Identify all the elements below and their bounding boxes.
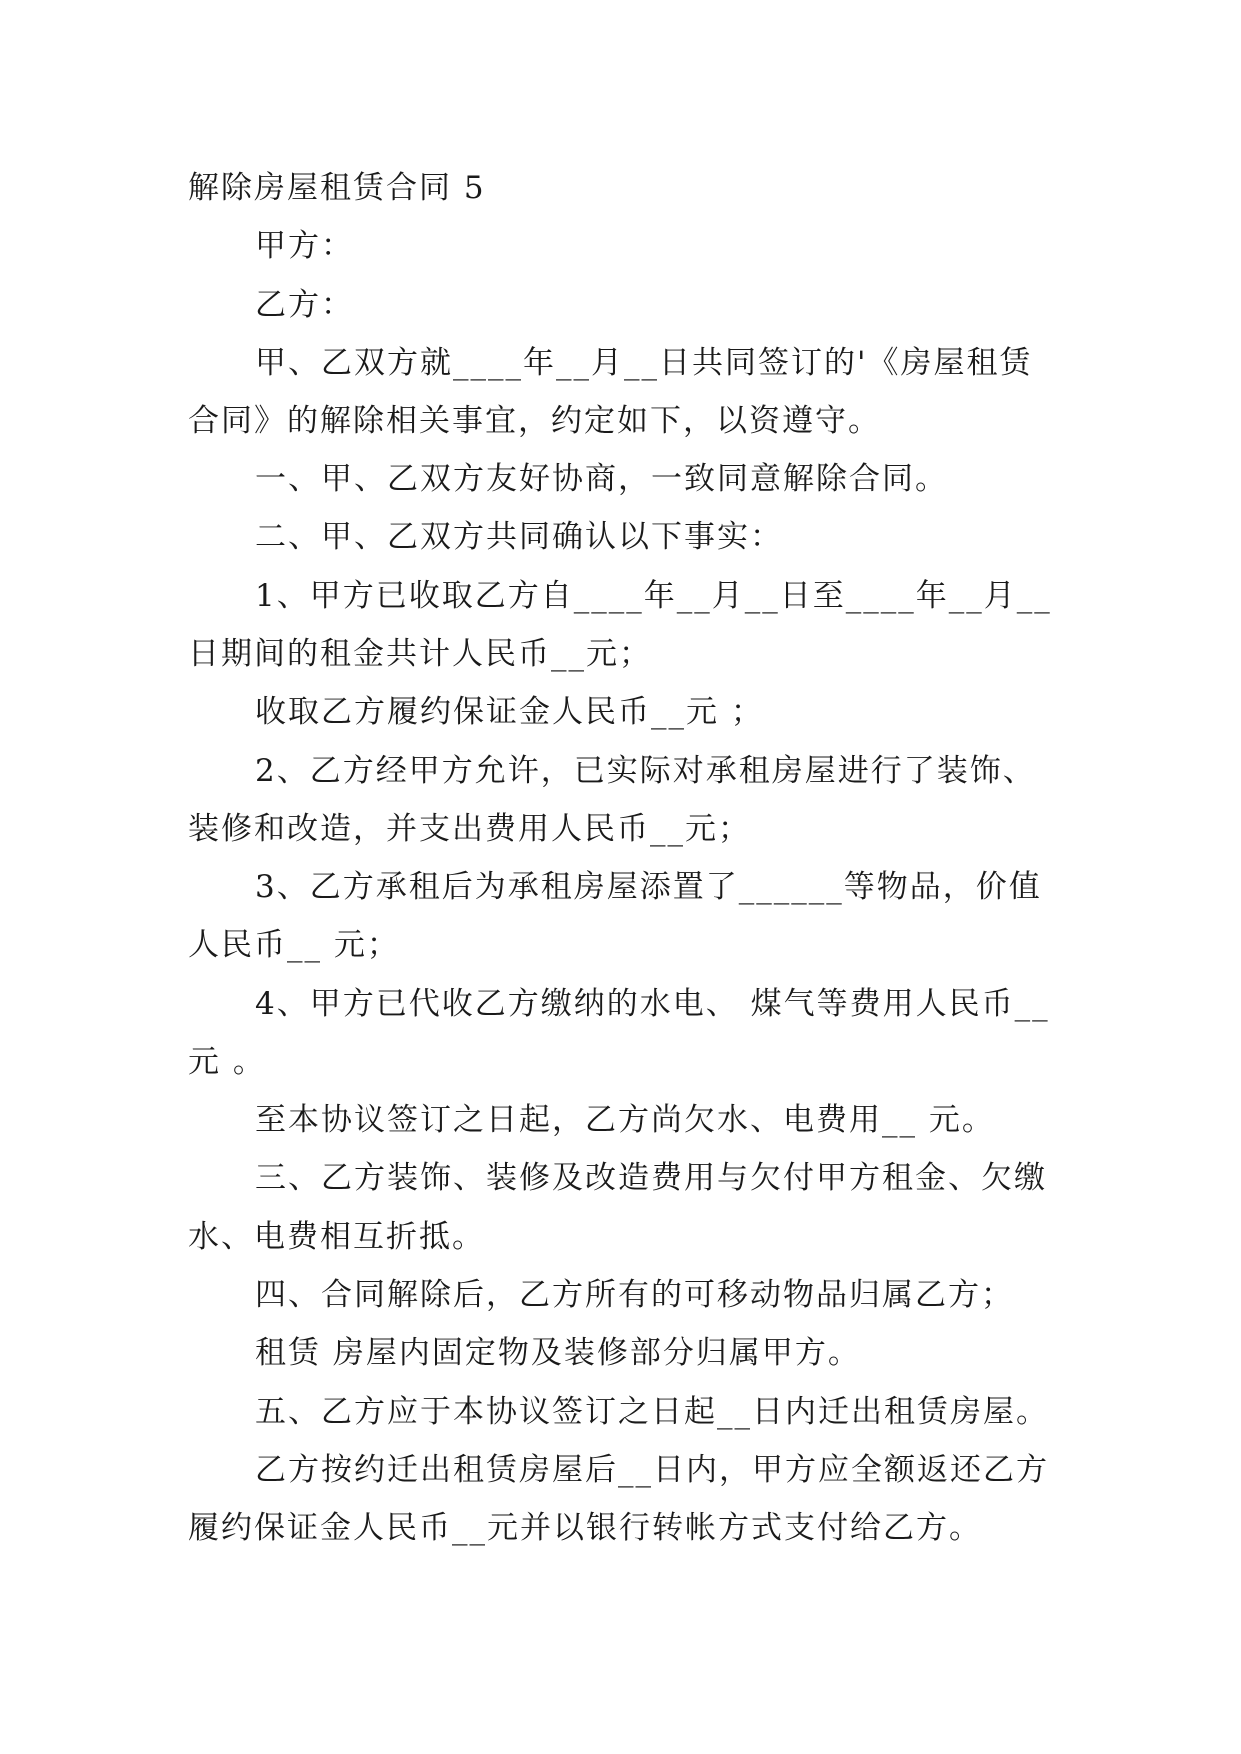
fact-4-line-3: 至本协议签订之日起，乙方尚欠水、电费用__ 元。 [255,1102,995,1138]
clause-4-line-2: 租赁 房屋内固定物及装修部分归属甲方。 [255,1335,861,1371]
document-title: 解除房屋租赁合同 5 [188,170,486,206]
party-a-label: 甲方： [255,228,354,264]
clause-4-line-1: 四、合同解除后，乙方所有的可移动物品归属乙方； [255,1277,1014,1313]
clause-5-line-2: 乙方按约迁出租赁房屋后__日内，甲方应全额返还乙方 [255,1452,1049,1488]
fact-1-line-2: 日期间的租金共计人民币__元； [188,636,652,672]
party-b-label: 乙方： [255,287,354,323]
clause-2: 二、甲、乙双方共同确认以下事实： [255,519,783,555]
clause-3-line-2: 水、电费相互折抵。 [188,1219,485,1255]
fact-3-line-1: 3、乙方承租后为承租房屋添置了______等物品，价值 [255,869,1042,905]
fact-2-line-2: 装修和改造，并支出费用人民币__元； [188,811,751,847]
intro-line-1: 甲、乙双方就____年__月__日共同签订的'《房屋租赁 [255,345,1033,381]
fact-4-line-1: 4、甲方已代收乙方缴纳的水电、 煤气等费用人民币__ [255,986,1050,1022]
fact-2-line-1: 2、乙方经甲方允许，已实际对承租房屋进行了装饰、 [255,753,1036,789]
fact-4-line-2: 元 。 [188,1044,266,1080]
intro-line-2: 合同》的解除相关事宜，约定如下，以资遵守。 [188,403,881,439]
fact-1-line-3: 收取乙方履约保证金人民币__元 ； [255,694,764,730]
clause-5-line-1: 五、乙方应于本协议签订之日起__日内迁出租赁房屋。 [255,1394,1049,1430]
fact-3-line-2: 人民币__ 元； [188,927,400,963]
fact-1-line-1: 1、甲方已收取乙方自____年__月__日至____年__月__ [255,578,1052,614]
clause-3-line-1: 三、乙方装饰、装修及改造费用与欠付甲方租金、欠缴 [255,1160,1047,1196]
clause-1: 一、甲、乙双方友好协商，一致同意解除合同。 [255,461,948,497]
clause-5-line-3: 履约保证金人民币__元并以银行转帐方式支付给乙方。 [188,1510,982,1546]
